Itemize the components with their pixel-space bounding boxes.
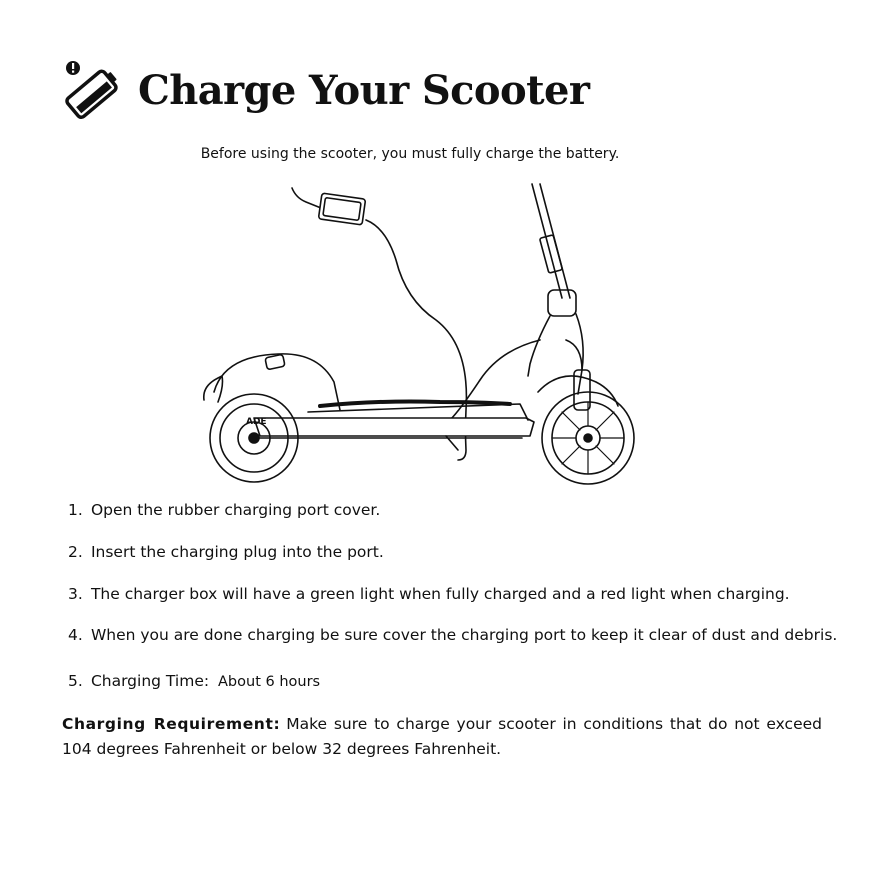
step-text: When you are done charging be sure cover the charging port to keep it clear of dust and debris. <box>90 626 838 644</box>
list-item <box>68 584 790 605</box>
step-text: The charger box will have a green light when fully charged and a red light when charging. <box>90 585 790 603</box>
step-text: Open the rubber charging port cover. <box>90 501 381 519</box>
charging-requirement <box>62 712 822 762</box>
step-text: Insert the charging plug into the port. <box>90 543 384 561</box>
step-number: 3. <box>68 585 83 603</box>
requirement-text: Make sure to charge your scooter in conditions that do not exceed 104 degrees Fahrenheit or below 32 degrees Fahrenheit. <box>62 715 822 758</box>
list-item <box>68 625 837 646</box>
battery-warning-icon <box>60 57 126 123</box>
charging-time-value: About 6 hours <box>218 674 321 690</box>
list-item <box>68 542 384 563</box>
page-header <box>60 58 589 122</box>
list-item <box>68 500 380 521</box>
step-number: 5. <box>68 672 83 690</box>
requirement-label: Charging Requirement: <box>62 715 281 733</box>
brand-text: ADE <box>246 417 267 427</box>
step-text: Charging Time: <box>90 672 210 690</box>
step-number: 2. <box>68 543 83 561</box>
scooter-charging-illustration <box>190 180 660 485</box>
page-title: Charge Your Scooter <box>138 66 590 114</box>
intro-text: Before using the scooter, you must fully charge the battery. <box>200 146 620 162</box>
list-item <box>68 671 320 692</box>
step-number: 1. <box>68 501 83 519</box>
step-number: 4. <box>68 626 83 644</box>
